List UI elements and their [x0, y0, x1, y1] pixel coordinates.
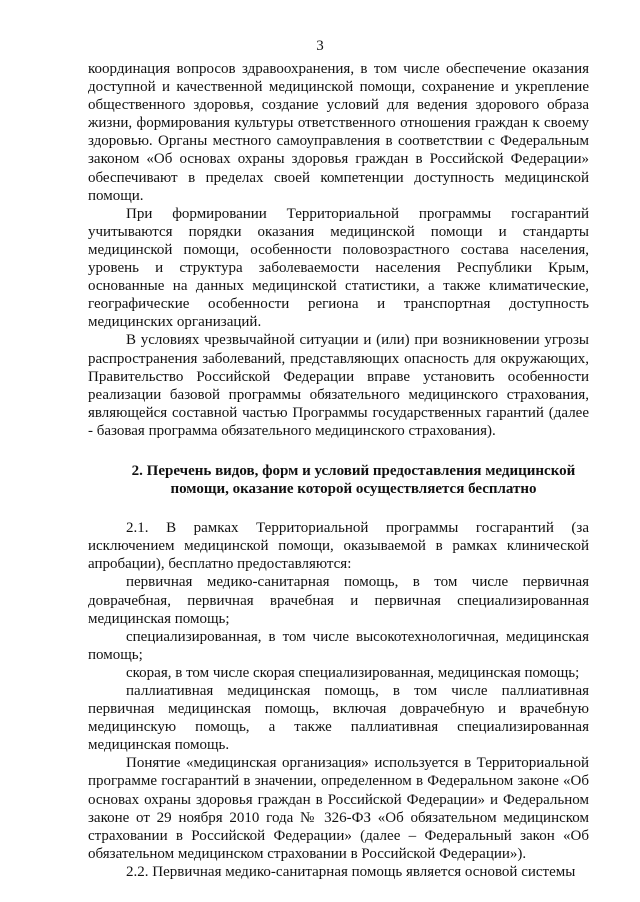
paragraph: Понятие «медицинская организация» используется в Территориальной программе госгарантий в значении, определенном в Федеральном законе «Об основах охраны здоровья граждан в Российской Федерации» и Федеральном законе от 29 ноября 2010 года № 326-ФЗ «Об обязательном медицинском страховании в Российской Федерации» (далее – Федеральный закон «Об обязательном медицинском страховании в Российской Федерации»).	[88, 755, 589, 862]
section-heading	[88, 462, 589, 498]
list-item: скорая, в том числе скорая специализированная, медицинская помощь;	[126, 664, 580, 681]
paragraph: При формировании Территориальной программы госгарантий учитываются порядки оказания медицинской помощи и стандарты медицинской помощи, особенности половозрастного состава населения, уровень и структура заболеваемости населения Республики Крым, основанные на данных медицинской статистики, а также климатические, географические особенности региона и транспортная доступность медицинских организаций.	[88, 205, 589, 331]
paragraph: 2.1. В рамках Территориальной программы госгарантий (за исключением медицинской помощи, оказываемой в рамках клинической апробации), бесплатно предоставляются:	[88, 520, 589, 573]
paragraph: координация вопросов здравоохранения, в том числе обеспечение оказания доступной и качественной медицинской помощи, сохранение и укрепление общественного здоровья, создание условий для ведения здорового образа жизни, формирования культуры ответственного отношения граждан к своему здоровью. Органы местного самоуправления в соответствии с Федеральным законом «Об основах охраны здоровья граждан в Российской Федерации» обеспечивают в пределах своей компетенции доступность медицинской помощи.	[88, 61, 589, 204]
list-item: специализированная, в том числе высокотехнологичная, медицинская помощь;	[88, 628, 589, 663]
paragraph: 2.2. Первичная медико-санитарная помощь является основой системы	[126, 863, 576, 880]
section-heading-line: помощи, оказание которой осуществляется бесплатно	[170, 481, 537, 498]
document-body	[88, 60, 589, 881]
list-item: паллиативная медицинская помощь, в том числе паллиативная первичная медицинская помощь, включая доврачебную и врачебную медицинскую помощь, а также паллиативная специализированная медицинская помощь.	[88, 683, 589, 754]
paragraph: В условиях чрезвычайной ситуации и (или) при возникновении угрозы распространения заболеваний, представляющих опасность для окружающих, Правительство Российской Федерации вправе установить особенности реализации базовой программы обязательного медицинского страхования, являющейся составной частью Программы государственных гарантий (далее - базовая программа обязательного медицинского страхования).	[88, 332, 589, 439]
list-item: первичная медико-санитарная помощь, в том числе первичная доврачебная, первичная врачебная и первичная специализированная медицинская помощь;	[88, 574, 589, 627]
section-heading-line: 2. Перечень видов, форм и условий предоставления медицинской	[131, 462, 576, 479]
page-number: 3	[316, 38, 324, 54]
